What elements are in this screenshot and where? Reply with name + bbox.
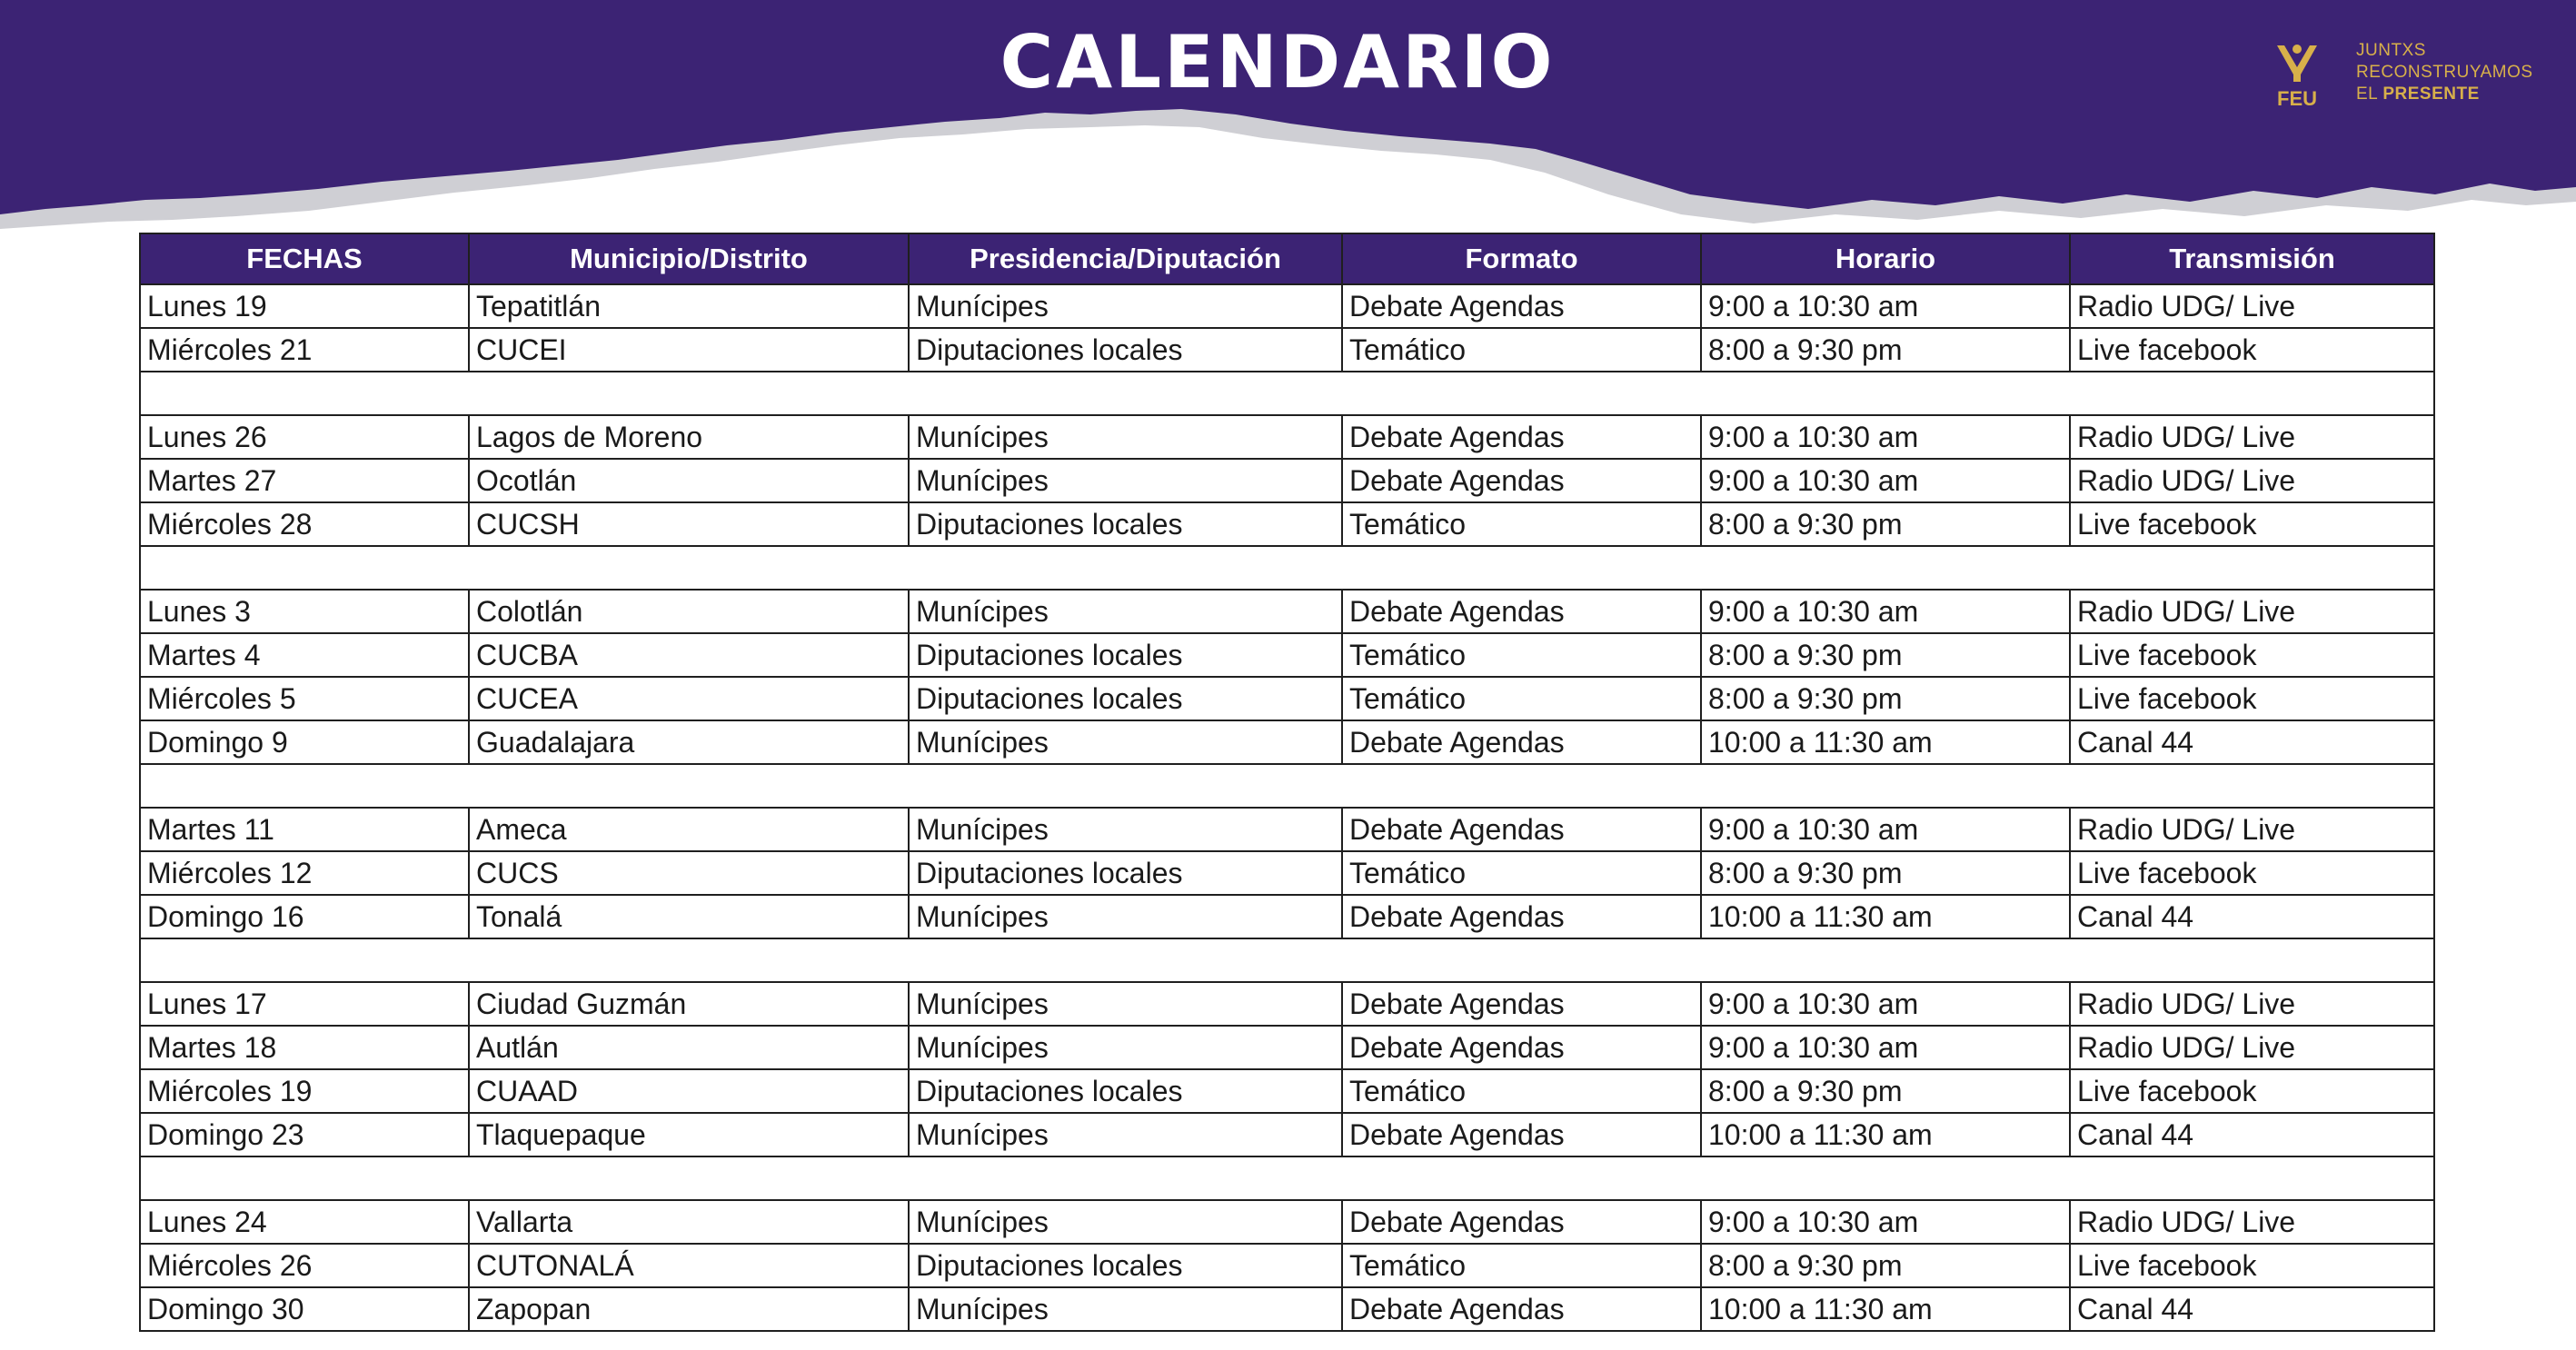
slogan-line-3 [2356, 84, 2533, 105]
cell-presidencia: Diputaciones locales [909, 677, 1342, 720]
cell-presidencia: Munícipes [909, 1113, 1342, 1156]
slogan-line-2: RECONSTRUYAMOS [2356, 63, 2533, 82]
cell-presidencia: Munícipes [909, 895, 1342, 938]
cell-presidencia: Munícipes [909, 590, 1342, 633]
table-row [140, 1287, 2434, 1331]
spacer-row [140, 372, 2434, 415]
cell-municipio: CUCEI [469, 328, 909, 372]
cell-horario: 10:00 a 11:30 am [1701, 1287, 2070, 1331]
cell-horario: 9:00 a 10:30 am [1701, 982, 2070, 1026]
cell-transmision: Radio UDG/ Live [2070, 982, 2434, 1026]
header-presidencia: Presidencia/Diputación [909, 233, 1342, 284]
cell-formato: Debate Agendas [1342, 1200, 1701, 1244]
cell-transmision: Radio UDG/ Live [2070, 1200, 2434, 1244]
cell-formato: Debate Agendas [1342, 415, 1701, 459]
cell-horario: 10:00 a 11:30 am [1701, 895, 2070, 938]
table-row [140, 328, 2434, 372]
cell-transmision: Radio UDG/ Live [2070, 284, 2434, 328]
cell-municipio: Ciudad Guzmán [469, 982, 909, 1026]
cell-presidencia: Diputaciones locales [909, 851, 1342, 895]
cell-presidencia: Munícipes [909, 459, 1342, 502]
cell-formato: Temático [1342, 851, 1701, 895]
cell-formato: Temático [1342, 633, 1701, 677]
cell-horario: 8:00 a 9:30 pm [1701, 502, 2070, 546]
cell-horario: 9:00 a 10:30 am [1701, 590, 2070, 633]
cell-presidencia: Diputaciones locales [909, 328, 1342, 372]
spacer-cell [140, 938, 2434, 982]
table-row [140, 590, 2434, 633]
cell-fecha: Miércoles 21 [140, 328, 469, 372]
cell-municipio: CUTONALÁ [469, 1244, 909, 1287]
cell-municipio: Ameca [469, 808, 909, 851]
cell-formato: Debate Agendas [1342, 1113, 1701, 1156]
cell-presidencia: Diputaciones locales [909, 502, 1342, 546]
cell-horario: 9:00 a 10:30 am [1701, 459, 2070, 502]
table-row [140, 895, 2434, 938]
cell-horario: 9:00 a 10:30 am [1701, 284, 2070, 328]
cell-municipio: Tepatitlán [469, 284, 909, 328]
calendar-table [139, 233, 2435, 1332]
cell-fecha: Domingo 9 [140, 720, 469, 764]
cell-municipio: CUCEA [469, 677, 909, 720]
cell-fecha: Martes 4 [140, 633, 469, 677]
cell-horario: 9:00 a 10:30 am [1701, 415, 2070, 459]
cell-fecha: Domingo 16 [140, 895, 469, 938]
cell-transmision: Canal 44 [2070, 895, 2434, 938]
cell-presidencia: Diputaciones locales [909, 1069, 1342, 1113]
cell-presidencia: Munícipes [909, 415, 1342, 459]
cell-municipio: Lagos de Moreno [469, 415, 909, 459]
cell-formato: Debate Agendas [1342, 284, 1701, 328]
cell-municipio: CUCSH [469, 502, 909, 546]
table-row [140, 633, 2434, 677]
logo-slogan [2356, 40, 2533, 105]
table-row [140, 415, 2434, 459]
cell-presidencia: Munícipes [909, 720, 1342, 764]
cell-formato: Debate Agendas [1342, 895, 1701, 938]
header-horario: Horario [1701, 233, 2070, 284]
cell-fecha: Martes 18 [140, 1026, 469, 1069]
cell-municipio: CUAAD [469, 1069, 909, 1113]
cell-formato: Debate Agendas [1342, 590, 1701, 633]
cell-municipio: Autlán [469, 1026, 909, 1069]
cell-transmision: Radio UDG/ Live [2070, 459, 2434, 502]
cell-municipio: Zapopan [469, 1287, 909, 1331]
cell-municipio: CUCBA [469, 633, 909, 677]
cell-fecha: Domingo 23 [140, 1113, 469, 1156]
cell-presidencia: Munícipes [909, 1200, 1342, 1244]
cell-transmision: Radio UDG/ Live [2070, 590, 2434, 633]
cell-presidencia: Munícipes [909, 808, 1342, 851]
header-municipio: Municipio/Distrito [469, 233, 909, 284]
cell-fecha: Lunes 26 [140, 415, 469, 459]
table-row [140, 1200, 2434, 1244]
cell-formato: Debate Agendas [1342, 459, 1701, 502]
cell-formato: Temático [1342, 677, 1701, 720]
table-row [140, 502, 2434, 546]
cell-formato: Debate Agendas [1342, 720, 1701, 764]
slogan-line-3-bold: PRESENTE [2382, 84, 2480, 104]
cell-transmision: Live facebook [2070, 851, 2434, 895]
cell-transmision: Canal 44 [2070, 720, 2434, 764]
cell-municipio: Guadalajara [469, 720, 909, 764]
cell-formato: Debate Agendas [1342, 982, 1701, 1026]
cell-transmision: Live facebook [2070, 1069, 2434, 1113]
cell-fecha: Miércoles 28 [140, 502, 469, 546]
cell-transmision: Canal 44 [2070, 1113, 2434, 1156]
spacer-row [140, 938, 2434, 982]
cell-horario: 8:00 a 9:30 pm [1701, 677, 2070, 720]
cell-formato: Debate Agendas [1342, 1026, 1701, 1069]
cell-formato: Temático [1342, 1069, 1701, 1113]
cell-horario: 8:00 a 9:30 pm [1701, 851, 2070, 895]
cell-presidencia: Diputaciones locales [909, 1244, 1342, 1287]
cell-formato: Temático [1342, 328, 1701, 372]
cell-fecha: Martes 27 [140, 459, 469, 502]
cell-fecha: Miércoles 19 [140, 1069, 469, 1113]
cell-horario: 8:00 a 9:30 pm [1701, 633, 2070, 677]
cell-horario: 9:00 a 10:30 am [1701, 1200, 2070, 1244]
cell-presidencia: Diputaciones locales [909, 633, 1342, 677]
cell-formato: Temático [1342, 1244, 1701, 1287]
header-transmision: Transmisión [2070, 233, 2434, 284]
cell-horario: 9:00 a 10:30 am [1701, 808, 2070, 851]
cell-fecha: Lunes 24 [140, 1200, 469, 1244]
table-row [140, 459, 2434, 502]
table-header-row [140, 233, 2434, 284]
spacer-cell [140, 764, 2434, 808]
cell-municipio: Ocotlán [469, 459, 909, 502]
feu-logo-icon [2272, 40, 2322, 109]
cell-transmision: Live facebook [2070, 502, 2434, 546]
spacer-cell [140, 1156, 2434, 1200]
spacer-cell [140, 372, 2434, 415]
cell-fecha: Miércoles 5 [140, 677, 469, 720]
table-row [140, 1113, 2434, 1156]
cell-transmision: Live facebook [2070, 1244, 2434, 1287]
cell-transmision: Canal 44 [2070, 1287, 2434, 1331]
cell-transmision: Radio UDG/ Live [2070, 1026, 2434, 1069]
spacer-cell [140, 546, 2434, 590]
cell-horario: 10:00 a 11:30 am [1701, 720, 2070, 764]
table-row [140, 851, 2434, 895]
cell-presidencia: Munícipes [909, 1026, 1342, 1069]
table-row [140, 1026, 2434, 1069]
cell-fecha: Miércoles 12 [140, 851, 469, 895]
cell-presidencia: Munícipes [909, 284, 1342, 328]
header-formato: Formato [1342, 233, 1701, 284]
slogan-line-3-prefix: EL [2356, 84, 2383, 104]
spacer-row [140, 546, 2434, 590]
cell-fecha: Martes 11 [140, 808, 469, 851]
spacer-row [140, 1156, 2434, 1200]
cell-municipio: Colotlán [469, 590, 909, 633]
cell-horario: 8:00 a 9:30 pm [1701, 1244, 2070, 1287]
cell-formato: Debate Agendas [1342, 1287, 1701, 1331]
cell-fecha: Domingo 30 [140, 1287, 469, 1331]
cell-fecha: Lunes 3 [140, 590, 469, 633]
cell-horario: 10:00 a 11:30 am [1701, 1113, 2070, 1156]
cell-transmision: Radio UDG/ Live [2070, 415, 2434, 459]
table-row [140, 808, 2434, 851]
cell-municipio: Tlaquepaque [469, 1113, 909, 1156]
logo-mark: FEU [2277, 87, 2317, 109]
header-fechas: FECHAS [140, 233, 469, 284]
cell-transmision: Live facebook [2070, 677, 2434, 720]
cell-fecha: Miércoles 26 [140, 1244, 469, 1287]
cell-fecha: Lunes 19 [140, 284, 469, 328]
cell-horario: 9:00 a 10:30 am [1701, 1026, 2070, 1069]
table-row [140, 677, 2434, 720]
cell-formato: Debate Agendas [1342, 808, 1701, 851]
cell-municipio: Vallarta [469, 1200, 909, 1244]
cell-horario: 8:00 a 9:30 pm [1701, 328, 2070, 372]
page-title: CALENDARIO [1000, 20, 1556, 104]
cell-fecha: Lunes 17 [140, 982, 469, 1026]
cell-horario: 8:00 a 9:30 pm [1701, 1069, 2070, 1113]
cell-transmision: Radio UDG/ Live [2070, 808, 2434, 851]
table-row [140, 982, 2434, 1026]
table-row [140, 720, 2434, 764]
table-row [140, 284, 2434, 328]
table-row [140, 1244, 2434, 1287]
slogan-line-1: JUNTXS [2356, 41, 2426, 60]
cell-formato: Temático [1342, 502, 1701, 546]
cell-transmision: Live facebook [2070, 328, 2434, 372]
cell-presidencia: Munícipes [909, 1287, 1342, 1331]
table-row [140, 1069, 2434, 1113]
cell-transmision: Live facebook [2070, 633, 2434, 677]
cell-municipio: CUCS [469, 851, 909, 895]
spacer-row [140, 764, 2434, 808]
cell-municipio: Tonalá [469, 895, 909, 938]
cell-presidencia: Munícipes [909, 982, 1342, 1026]
